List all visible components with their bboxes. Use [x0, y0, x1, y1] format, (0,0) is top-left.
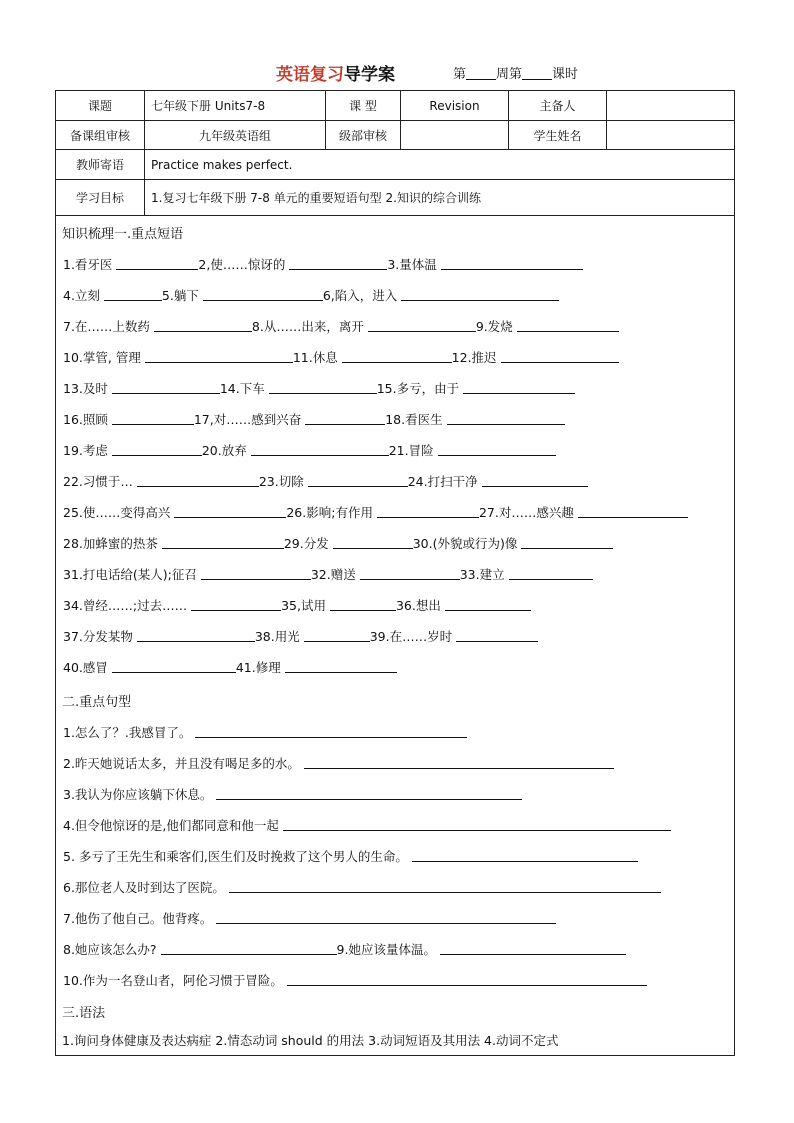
sentence-line — [63, 816, 671, 834]
phrase-line — [63, 565, 593, 583]
answer-blank[interactable] — [578, 505, 688, 518]
sentence-prompt: 6.那位老人及时到达了医院。 — [63, 880, 229, 895]
answer-blank[interactable] — [304, 756, 614, 769]
answer-blank[interactable] — [412, 849, 638, 862]
phrase-line — [63, 317, 619, 335]
phrase-prompt: 2,使……惊讶的 — [198, 257, 290, 272]
type-label: 课 型 — [326, 91, 401, 121]
section2-heading: 二.重点句型 — [62, 695, 132, 710]
phrase-prompt: 14.下车 — [219, 381, 269, 396]
section3-heading: 三.语法 — [62, 1006, 106, 1021]
week-lesson-field: 第 周第 课时 — [453, 67, 579, 82]
phrase-prompt: 27.对……感兴趣 — [478, 505, 578, 520]
sentence-prompt: 1.怎么了？.我感冒了。 — [63, 725, 196, 740]
answer-blank[interactable] — [203, 288, 323, 301]
answer-blank[interactable] — [360, 567, 460, 580]
phrase-prompt: 15.多亏，由于 — [376, 381, 464, 396]
answer-blank[interactable] — [112, 660, 236, 673]
answer-blank[interactable] — [501, 350, 619, 363]
answer-blank[interactable] — [463, 381, 575, 394]
answer-blank[interactable] — [368, 319, 476, 332]
answer-blank[interactable] — [333, 536, 413, 549]
answer-blank[interactable] — [289, 257, 387, 270]
phrase-prompt: 41.修理 — [235, 660, 285, 675]
week-blank[interactable] — [466, 65, 496, 80]
answer-blank[interactable] — [308, 474, 408, 487]
host-label: 主备人 — [509, 91, 607, 121]
sentence-prompt: 4.但令他惊讶的是,他们都同意和他一起 — [63, 818, 283, 833]
sentence-prompt: 10.作为一名登山者，阿伦习惯于冒险。 — [63, 973, 287, 988]
answer-blank[interactable] — [229, 880, 661, 893]
phrase-prompt: 6,陷入，进入 — [322, 288, 402, 303]
phrase-prompt: 13.及时 — [63, 381, 112, 396]
phrase-prompt: 23.切除 — [258, 474, 308, 489]
type-value: Revision — [401, 91, 509, 121]
phrase-prompt: 22.习惯于… — [63, 474, 137, 489]
answer-blank[interactable] — [401, 288, 559, 301]
answer-blank[interactable] — [174, 505, 286, 518]
sentence-prompt: 3.我认为你应该躺下休息。 — [63, 787, 217, 802]
phrase-prompt: 34.曾经……;过去…… — [63, 598, 192, 613]
phrase-prompt: 32.赠送 — [310, 567, 360, 582]
answer-blank[interactable] — [509, 567, 593, 580]
answer-blank[interactable] — [287, 973, 647, 986]
answer-blank[interactable] — [195, 725, 467, 738]
phrase-line — [63, 503, 688, 521]
phrase-prompt: 5.躺下 — [161, 288, 203, 303]
topic-value: 七年级下册 Units7-8 — [145, 91, 326, 121]
phrase-prompt: 33.建立 — [459, 567, 509, 582]
answer-blank[interactable] — [201, 567, 311, 580]
phrase-prompt: 7.在……上数药 — [63, 319, 154, 334]
sentence-prompt: 7.他伤了他自己。他背疼。 — [63, 911, 217, 926]
motto-label: 教师寄语 — [56, 150, 145, 180]
page-header — [0, 60, 794, 84]
answer-blank[interactable] — [285, 660, 397, 673]
phrase-prompt: 40.感冒 — [63, 660, 112, 675]
phrase-prompt: 35,试用 — [281, 598, 330, 613]
lesson-blank[interactable] — [522, 65, 552, 80]
phrase-line — [63, 348, 619, 366]
answer-blank[interactable] — [216, 911, 556, 924]
info-table — [55, 90, 735, 216]
phrase-prompt: 28.加蜂蜜的热茶 — [63, 536, 162, 551]
phrase-line — [63, 627, 538, 645]
phrase-prompt: 38.用光 — [254, 629, 304, 644]
dept-label: 级部审核 — [326, 121, 401, 150]
answer-blank[interactable] — [161, 942, 337, 955]
answer-blank[interactable] — [191, 598, 281, 611]
goal-label: 学习目标 — [56, 180, 145, 216]
answer-blank[interactable] — [482, 474, 588, 487]
answer-blank[interactable] — [112, 381, 220, 394]
sentence-prompt: 9.她应该量体温。 — [336, 942, 440, 957]
phrase-prompt: 37.分发某物 — [63, 629, 137, 644]
answer-blank[interactable] — [269, 381, 377, 394]
phrase-line — [63, 534, 613, 552]
phrase-prompt: 8.从……出来，离开 — [251, 319, 368, 334]
phrase-prompt: 21.冒险 — [388, 443, 438, 458]
answer-blank[interactable] — [112, 412, 194, 425]
phrase-line — [63, 472, 588, 490]
sentence-prompt: 8.她应该怎么办? — [63, 942, 161, 957]
phrase-line — [63, 658, 397, 676]
answer-blank[interactable] — [283, 818, 671, 831]
grammar-points: 1.询问身体健康及表达病症 2.情态动词 should 的用法 3.动词短语及其用法 4.动词不定式 — [62, 1033, 559, 1048]
answer-blank[interactable] — [438, 443, 556, 456]
phrase-prompt: 29.分发 — [283, 536, 333, 551]
answer-blank[interactable] — [517, 319, 619, 332]
phrase-prompt: 25.使……变得高兴 — [63, 505, 175, 520]
phrase-prompt: 19.考虑 — [63, 443, 112, 458]
dept-value[interactable] — [401, 121, 509, 150]
phrase-prompt: 26.影响;有作用 — [286, 505, 377, 520]
answer-blank[interactable] — [104, 288, 162, 301]
answer-blank[interactable] — [447, 412, 565, 425]
phrase-prompt: 12.推迟 — [451, 350, 501, 365]
sentence-line — [63, 909, 556, 927]
phrase-line — [63, 596, 531, 614]
answer-blank[interactable] — [377, 505, 479, 518]
phrase-prompt: 3.量体温 — [387, 257, 441, 272]
answer-blank[interactable] — [112, 443, 202, 456]
phrase-prompt: 39.在……岁时 — [369, 629, 457, 644]
phrase-prompt: 24.打扫干净 — [407, 474, 482, 489]
answer-blank[interactable] — [162, 536, 284, 549]
phrase-prompt: 16.照顾 — [63, 412, 112, 427]
sentence-line — [63, 723, 467, 741]
sentence-line — [63, 785, 522, 803]
phrase-prompt: 17,对……感到兴奋 — [193, 412, 306, 427]
answer-blank[interactable] — [154, 319, 252, 332]
phrase-line — [63, 410, 565, 428]
phrase-line — [63, 379, 575, 397]
goal-value: 1.复习七年级下册 7-8 单元的重要短语句型 2.知识的综合训练 — [145, 180, 735, 216]
phrase-prompt: 36.想出 — [395, 598, 445, 613]
page-title: 英语复习导学案 — [276, 65, 395, 85]
answer-blank[interactable] — [456, 629, 538, 642]
answer-blank[interactable] — [116, 257, 198, 270]
phrase-prompt: 18.看医生 — [385, 412, 447, 427]
phrase-line — [63, 441, 556, 459]
sentence-line — [63, 971, 647, 989]
phrase-prompt: 1.看牙医 — [63, 257, 117, 272]
host-value[interactable] — [607, 91, 735, 121]
answer-blank[interactable] — [440, 942, 626, 955]
answer-blank[interactable] — [342, 350, 452, 363]
worksheet — [55, 90, 735, 1056]
phrase-prompt: 30.(外貌或行为)像 — [412, 536, 522, 551]
review-value: 九年级英语组 — [145, 121, 326, 150]
answer-blank[interactable] — [145, 350, 293, 363]
answer-blank[interactable] — [521, 536, 613, 549]
phrase-prompt: 10.掌管, 管理 — [63, 350, 145, 365]
section1-heading: 知识梳理一.重点短语 — [62, 227, 184, 242]
topic-label: 课题 — [56, 91, 145, 121]
answer-blank[interactable] — [304, 629, 370, 642]
answer-blank[interactable] — [251, 443, 389, 456]
phrase-prompt: 31.打电话给(某人);征召 — [63, 567, 201, 582]
phrase-prompt: 11.休息 — [292, 350, 342, 365]
motto-value: Practice makes perfect. — [145, 150, 735, 180]
sentence-line — [63, 847, 638, 865]
sentence-line — [63, 878, 661, 896]
answer-blank[interactable] — [137, 474, 259, 487]
phrase-prompt: 20.放弃 — [201, 443, 251, 458]
phrase-prompt: 4.立刻 — [63, 288, 104, 303]
review-label: 备课组审核 — [56, 121, 145, 150]
answer-blank[interactable] — [137, 629, 255, 642]
student-value[interactable] — [607, 121, 735, 150]
phrase-line — [63, 255, 583, 273]
sentence-prompt: 5. 多亏了王先生和乘客们,医生们及时挽救了这个男人的生命。 — [63, 849, 412, 864]
answer-blank[interactable] — [330, 598, 396, 611]
phrase-prompt: 9.发烧 — [475, 319, 517, 334]
answer-blank[interactable] — [305, 412, 385, 425]
sentence-line — [63, 754, 614, 772]
sentence-line — [63, 940, 626, 958]
answer-blank[interactable] — [441, 257, 583, 270]
phrase-line — [63, 286, 559, 304]
answer-blank[interactable] — [216, 787, 522, 800]
sentence-prompt: 2.昨天她说话太多，并且没有喝足多的水。 — [63, 756, 304, 771]
answer-blank[interactable] — [445, 598, 531, 611]
student-label: 学生姓名 — [509, 121, 607, 150]
